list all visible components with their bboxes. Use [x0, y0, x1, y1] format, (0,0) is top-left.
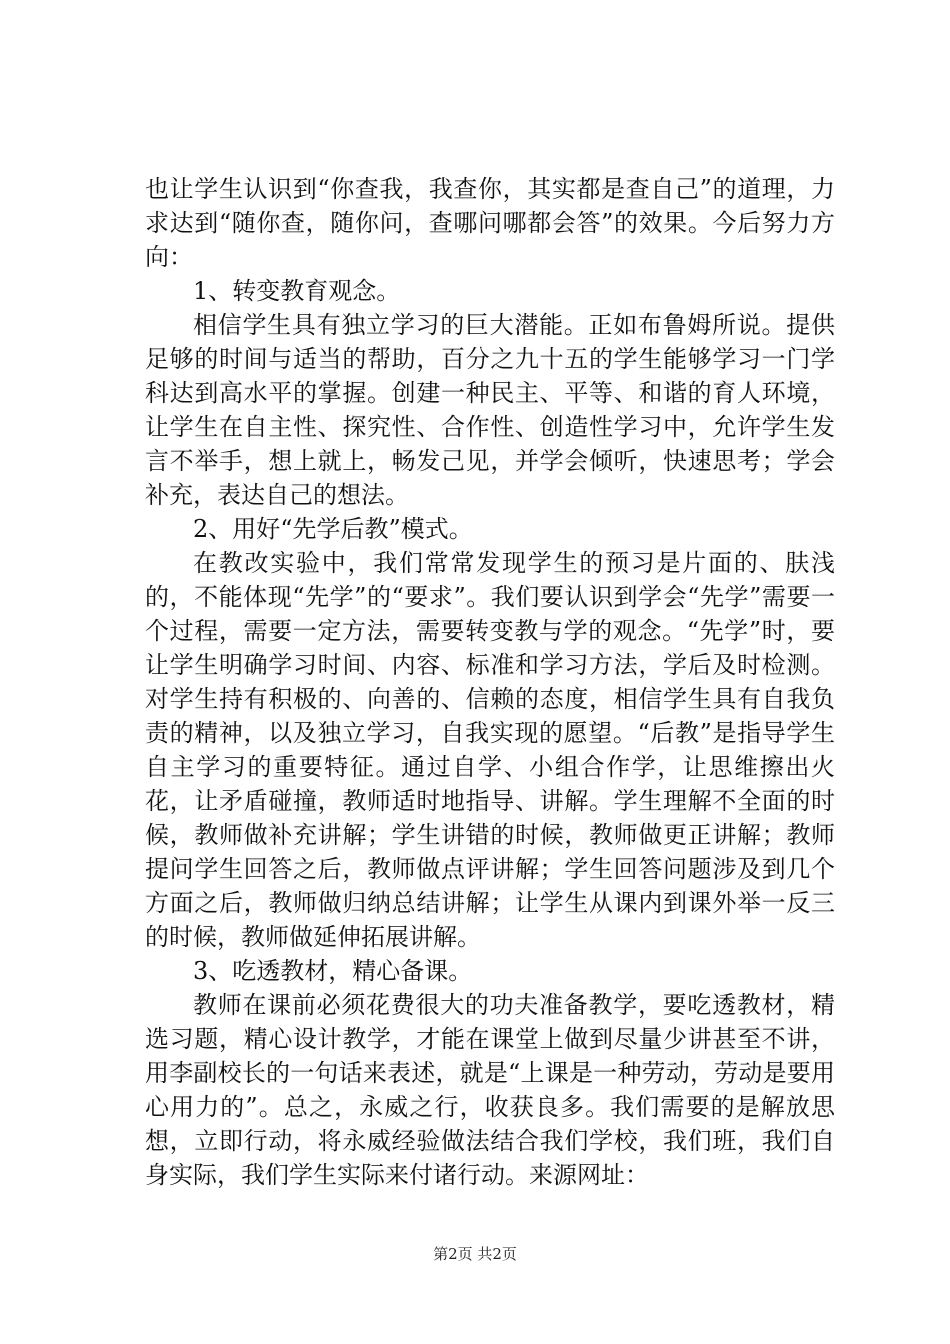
body-paragraph: 相信学生具有独立学习的巨大潜能。正如布鲁姆所说。提供足够的时间与适当的帮助，百分之九十五的学生能够学习一门学科达到高水平的掌握。创建一种民主、平等、和谐的育人环境，让学生在自主性、探究性、合作性、创造性学习中，允许学生发言不举手，想上就上，畅发己见，并学会倾听，快速思考；学会补充，表达自己的想法。: [145, 311, 835, 509]
body-paragraph: 在教改实验中，我们常常发现学生的预习是片面的、肤浅的，不能体现“先学”的“要求”。我们要认识到学会“先学”需要一个过程，需要一定方法，需要转变教与学的观念。“先学”时，要让学生明确学习时间、内容、标准和学习方法，学后及时检测。对学生持有积极的、向善的、信赖的态度，相信学生具有自我负责的精神，以及独立学习，自我实现的愿望。“后教”是指导学生自主学习的重要特征。通过自学、小组合作学，让思维擦出火花，让矛盾碰撞，教师适时地指导、讲解。学生理解不全面的时候，教师做补充讲解；学生讲错的时候，教师做更正讲解；教师提问学生回答之后，教师做点评讲解；学生回答问题涉及到几个方面之后，教师做归纳总结讲解；让学生从课内到课外举一反三的时候，教师做延伸拓展讲解。: [145, 549, 835, 951]
page-number-label: 第2页 共2页: [433, 1245, 517, 1263]
section-heading-1: 1、转变教育观念。: [193, 277, 401, 305]
body-paragraph: 教师在课前必须花费很大的功夫准备教学，要吃透教材，精选习题，精心设计教学，才能在课堂上做到尽量少讲甚至不讲，用李副校长的一句话来表述，就是“上课是一种劳动，劳动是要用心用力的”。总之，永威之行，收获良多。我们需要的是解放思想，立即行动，将永威经验做法结合我们学校，我们班，我们自身实际，我们学生实际来付诸行动。来源网址：: [145, 991, 835, 1189]
page-footer: [0, 1244, 950, 1264]
document-body: [145, 172, 835, 1192]
body-paragraph: 也让学生认识到“你查我，我查你，其实都是查自己”的道理，力求达到“随你查，随你问，查哪问哪都会答”的效果。今后努力方向：: [145, 175, 835, 271]
section-heading-3: 3、吃透教材，精心备课。: [193, 957, 473, 985]
section-heading-2: 2、用好“先学后教”模式。: [193, 515, 473, 543]
